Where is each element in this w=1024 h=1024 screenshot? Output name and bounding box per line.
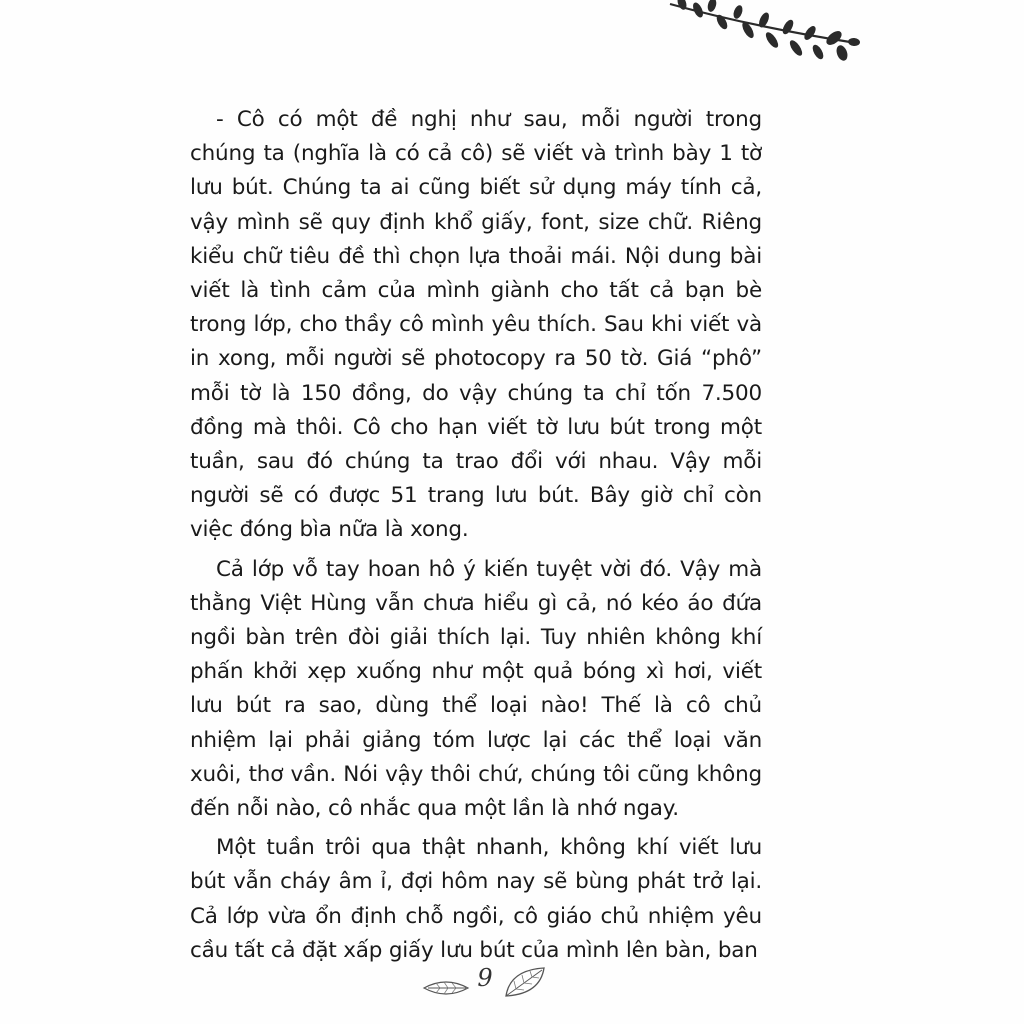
leafy-branch-icon xyxy=(660,0,860,70)
page-number: 9 xyxy=(477,964,493,992)
paragraph: Một tuần trôi qua thật nhanh, không khí viết lưu bút vẫn cháy âm ỉ, đợi hôm nay sẽ bùng phát trở lại. Cả lớp vừa ổn định chỗ ngồi, cô giáo chủ nhiệm yêu cầu tất cả đặt xấp giấy lưu bút của mình lên bàn, ban xyxy=(190,835,762,963)
page-footer xyxy=(420,962,550,1002)
body-text xyxy=(190,103,762,973)
leaf-outline-icon xyxy=(502,964,548,1000)
leaf-outline-icon xyxy=(422,978,470,998)
paragraph: - Cô có một đề nghị như sau, mỗi người trong chúng ta (nghĩa là có cả cô) sẽ viết và trình bày 1 tờ lưu bút. Chúng ta ai cũng biết sử dụng máy tính cả, vậy mình sẽ quy định khổ giấy, font, size chữ. Riêng kiểu chữ tiêu đề thì chọn lựa thoải mái. Nội dung bài viết là tình cảm của mình giành cho tất cả bạn bè trong lớp, cho thầy cô mình yêu thích. Sau khi viết và in xong, mỗi người sẽ photocopy ra 50 tờ. Giá “phô” mỗi tờ là 150 đồng, do vậy chúng ta chỉ tốn 7.500 đồng mà thôi. Cô cho hạn viết tờ lưu bút trong một tuần, sau đó chúng ta trao đổi với nhau. Vậy mỗi người sẽ có được 51 trang lưu bút. Bây giờ chỉ còn việc đóng bìa nữa là xong. xyxy=(190,107,762,543)
paragraph: Cả lớp vỗ tay hoan hô ý kiến tuyệt vời đó. Vậy mà thằng Việt Hùng vẫn chưa hiểu gì cả, nó kéo áo đứa ngồi bàn trên đòi giải thích lại. Tuy nhiên không khí phấn khởi xẹp xuống như một quả bóng xì hơi, viết lưu bút ra sao, dùng thể loại nào! Thế là cô chủ nhiệm lại phải giảng tóm lược lại các thể loại văn xuôi, thơ vần. Nói vậy thôi chứ, chúng tôi cũng không đến nỗi nào, cô nhắc qua một lần là nhớ ngay. xyxy=(190,556,762,822)
